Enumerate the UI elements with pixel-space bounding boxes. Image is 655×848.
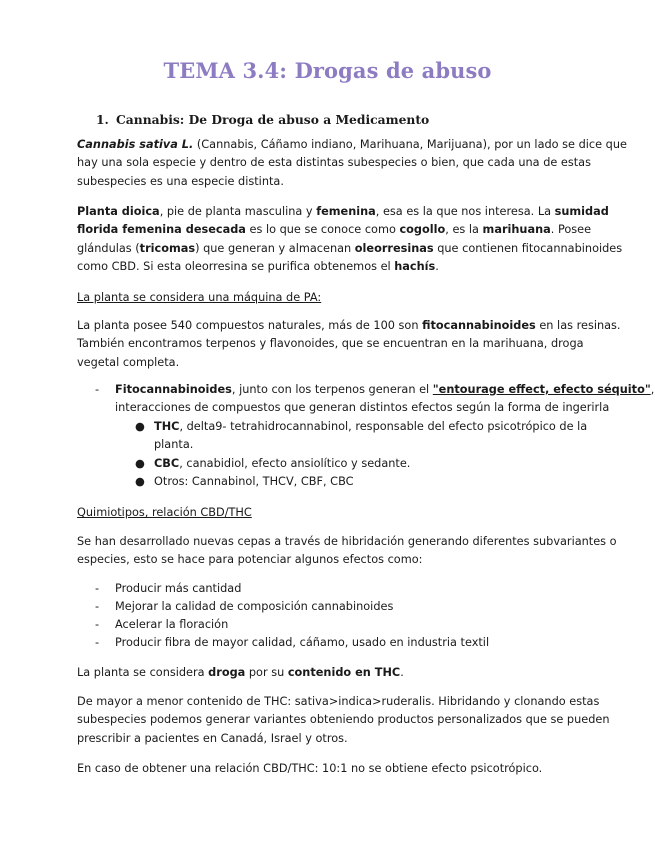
bold-term: hachís — [394, 259, 436, 273]
dot-bullet: ● — [135, 475, 145, 488]
text-line: De mayor a menor contenido de THC: sativa>indica>ruderalis. Hibridando y clonando estas — [77, 695, 600, 708]
bold-term: cogollo — [399, 223, 446, 237]
paragraph-cepas — [77, 533, 617, 570]
text-line: Se han desarrollado nuevas cepas a través de hibridación generando diferentes subvariantes o — [77, 535, 617, 548]
text-line: planta. — [154, 438, 194, 452]
page-title: TEMA 3.4: Drogas de abuso — [163, 58, 492, 83]
text-span: , junto con los terpenos generan el — [231, 383, 433, 396]
bold-term: florida femenina desecada — [77, 223, 246, 237]
text-span: es lo que se conoce como — [245, 223, 400, 237]
subheading-quimiotipos — [77, 504, 577, 522]
subheading-text: Quimiotipos, relación CBD/THC — [77, 506, 252, 519]
list-item-otros — [154, 473, 354, 491]
dot-bullet: ● — [135, 420, 145, 433]
list-item: Mejorar la calidad de composición cannabinoides — [115, 600, 394, 613]
dash-bullet: - — [95, 600, 100, 613]
text-span: que contienen fitocannabinoides — [433, 241, 623, 255]
text-line: interacciones de compuestos que generan distintos efectos según la forma de ingerirla — [115, 401, 610, 415]
bold-term: Planta dioica — [77, 205, 160, 218]
subheading-maquina-pa — [77, 289, 577, 307]
bold-term: tricomas — [139, 241, 196, 255]
text-span: . — [435, 259, 439, 273]
text-line: subespecies podemos generar variantes obteniendo productos personalizados que se pueden — [77, 713, 610, 727]
text-line: especies, esto se hace para potenciar algunos efectos como: — [77, 553, 423, 567]
bold-term: droga — [208, 666, 246, 679]
bold-term: fitocannabinoides — [422, 319, 536, 332]
text-line: prescribir a pacientes en Canadá, Israel y otros. — [77, 731, 348, 745]
bold-term: sumidad — [554, 205, 609, 218]
bold-term: CBC — [154, 457, 180, 470]
dash-bullet: - — [95, 636, 100, 649]
text-line: hay una sola especie y dentro de esta distintas subespecies o bien, que cada una de estas — [77, 156, 591, 170]
section-title: Cannabis: De Droga de abuso a Medicamento — [116, 112, 430, 127]
text-line: subespecies es una especie distinta. — [77, 174, 284, 188]
section-number: 1. — [96, 112, 109, 127]
bold-term: femenina — [316, 205, 376, 218]
bold-term: THC — [154, 420, 180, 433]
text-span: , — [650, 383, 655, 396]
species-name: Cannabis sativa L. — [77, 138, 194, 151]
dash-bullet: - — [95, 618, 100, 631]
paragraph-droga — [77, 664, 577, 682]
text-line: Otros: Cannabinol, THCV, CBF, CBC — [154, 475, 354, 488]
text-span: La planta posee 540 compuestos naturales, más de 100 son — [77, 319, 423, 332]
text-span: en las resinas. — [535, 319, 621, 332]
bold-term: contenido en THC — [287, 666, 401, 679]
dash-bullet: - — [95, 582, 100, 595]
text-span: glándulas ( — [77, 241, 140, 255]
list-item: Producir fibra de mayor calidad, cáñamo, usado en industria textil — [115, 636, 490, 649]
subheading-text: La planta se considera una máquina de PA: — [77, 291, 322, 304]
list-item: Acelerar la floración — [115, 618, 229, 631]
bold-term: oleorresinas — [354, 241, 434, 255]
text-span: , pie de planta masculina y — [159, 205, 317, 218]
text-span: , esa es la que nos interesa. La — [375, 205, 555, 218]
bold-underlined-term: "entourage effect, efecto séquito" — [432, 383, 651, 396]
text-span: . Posee — [550, 223, 592, 237]
list-item-cbd — [154, 455, 410, 473]
dot-bullet: ● — [135, 457, 145, 470]
list-item-fitocannabinoides — [115, 381, 654, 418]
text-line: También encontramos terpenos y flavonoides, que se encuentran en la marihuana, droga — [77, 337, 584, 351]
dash-bullet: - — [95, 383, 100, 396]
paragraph-cannabis-sativa — [77, 136, 627, 191]
text-span: . — [400, 666, 404, 679]
paragraph-relacion — [77, 760, 577, 778]
list-item-thc — [154, 418, 587, 455]
text-line: En caso de obtener una relación CBD/THC: 10:1 no se obtiene efecto psicotrópico. — [77, 762, 543, 775]
text-span: La planta se considera — [77, 666, 209, 679]
paragraph-contenido-thc — [77, 693, 610, 748]
text-span: , es la — [445, 223, 483, 237]
text-span: (Cannabis, Cáñamo indiano, Marihuana, Marijuana), por un lado se dice que — [193, 138, 627, 151]
text-span: como CBD. Si esta oleorresina se purifica obtenemos el — [77, 259, 395, 273]
paragraph-planta-dioica — [77, 203, 623, 276]
bold-term: marihuana — [482, 223, 551, 237]
text-span: , canabidiol, efecto ansiolítico y sedante. — [179, 457, 411, 470]
list-item: Producir más cantidad — [115, 582, 242, 595]
text-line: vegetal completa. — [77, 355, 180, 369]
text-span: por su — [245, 666, 288, 679]
text-span: ) que generan y almacenan — [195, 241, 355, 255]
paragraph-compuestos — [77, 317, 621, 372]
text-span: , delta9- tetrahidrocannabinol, responsable del efecto psicotrópico de la — [179, 420, 588, 433]
bold-term: Fitocannabinoides — [115, 383, 232, 396]
